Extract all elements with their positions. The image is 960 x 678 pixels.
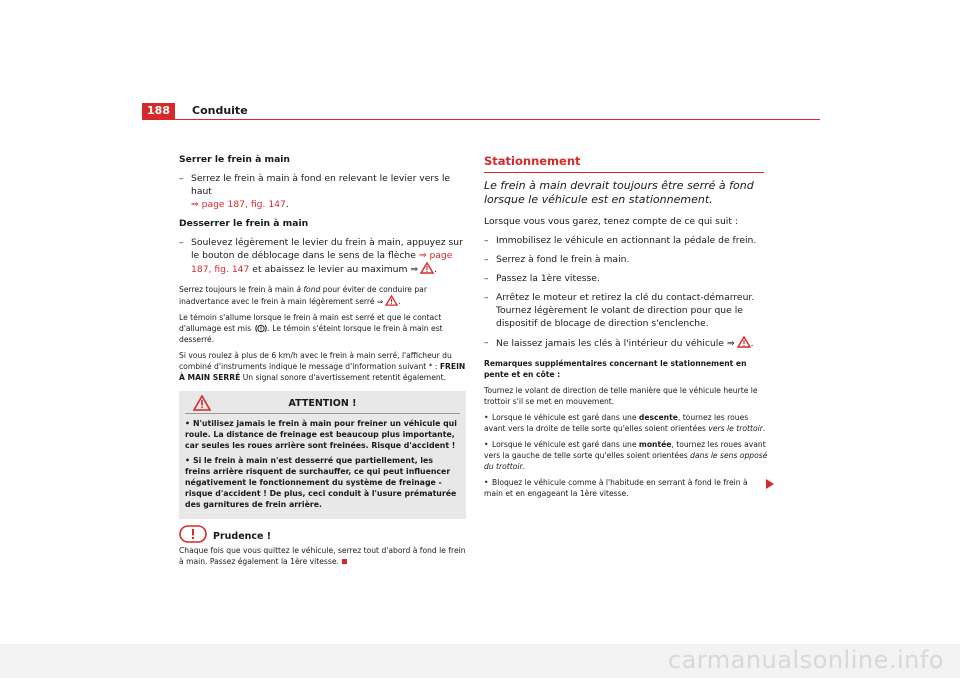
- warning-header: [185, 397, 460, 411]
- note-1-italic: à fond: [296, 285, 321, 294]
- watermark-text: carmanualsonline.info: [667, 646, 944, 674]
- serrer-step-text: Serrez le frein à main à fond en relevant le levier vers le haut: [191, 173, 451, 197]
- serrer-step: – Serrez le frein à main à fond en relevant le levier vers le haut ⇒ page 187, fig. 147.: [179, 173, 451, 210]
- descente-bold: descente: [638, 413, 678, 422]
- serrer-heading: Serrer le frein à main: [179, 154, 290, 165]
- left-column: [179, 153, 466, 572]
- bloquez-text: Bloquez le véhicule comme à l'habitude en serrant à fond le frein à main et en engageant la 1ère vitesse.: [484, 478, 748, 498]
- step-item: – Immobilisez le véhicule en actionnant la pédale de frein.: [484, 235, 757, 246]
- descente-italic: vers le trottoir: [708, 424, 763, 433]
- desserrer-step-text1: Soulevez légèrement le levier du frein à main, appuyez sur le bouton de déblocage dans le sens de la flèche: [191, 237, 463, 261]
- note-2-b: . Le témoin s'éteint lorsque le frein à main est desserré.: [179, 324, 443, 344]
- header-rule: [142, 119, 820, 120]
- warning-triangle-icon[interactable]: [737, 336, 751, 348]
- continue-arrow-icon: [765, 478, 775, 490]
- warning-box: [179, 391, 466, 519]
- page-header-title: Conduite: [192, 104, 248, 117]
- desserrer-heading: Desserrer le frein à main: [179, 218, 309, 229]
- right-column: [484, 155, 768, 504]
- note-3-b: Un signal sonore d'avertissement retentit également.: [242, 373, 447, 382]
- warning-item: • N'utilisez jamais le frein à main pour freiner un véhicule qui roule. La distance de freinage est beaucoup plus importante, car seules les roues arrière sont freinées. Risque d'accident !: [185, 419, 457, 450]
- page-number: 188: [142, 103, 175, 119]
- warning-item-text: Si le frein à main n'est desserré que partiellement, les freins arrière risquent de surchauffer, ce qui peut influencer négativement le fonctionnement du système de freinage - risque d'accident ! De plus, ceci conduit à l'usure prématurée des garnitures de frein arrière.: [185, 456, 457, 509]
- remarks-title: Remarques supplémentaires concernant le stationnement en pente et en côte :: [484, 359, 747, 379]
- remark-montee: • Lorsque le véhicule est garé dans une montée, tournez les roues avant vers la gauche de telle sorte qu'elles soient orientées dans le sens opposé du trottoir.: [484, 440, 768, 471]
- step-text: Ne laissez jamais les clés à l'intérieur du véhicule ⇒: [496, 338, 735, 349]
- montee-italic: dans le sens opposé du trottoir: [484, 451, 768, 471]
- prudence-title: Prudence !: [213, 531, 272, 542]
- section-rule: [484, 172, 764, 173]
- section-subtitle: Le frein à main devrait toujours être serré à fond lorsque le véhicule est en stationnement.: [484, 179, 754, 206]
- step-item: – Ne laissez jamais les clés à l'intérieur du véhicule ⇒ .: [484, 337, 754, 349]
- warning-item-text: N'utilisez jamais le frein à main pour freiner un véhicule qui roule. La distance de freinage est beaucoup plus importante, car seules les roues arrière sont freinées. Risque d'accident !: [185, 419, 457, 450]
- montee-bold: montée: [638, 440, 672, 449]
- step-text: Immobilisez le véhicule en actionnant la pédale de frein.: [496, 235, 757, 246]
- parking-brake-warning-lamp-icon: [255, 324, 267, 333]
- remark-descente: • Lorsque le véhicule est garé dans une descente, tournez les roues avant vers la droite de telle sorte qu'elles soient orientées vers le trottoir.: [484, 413, 766, 433]
- remarks-intro: Tournez le volant de direction de telle manière que le véhicule heurte le trottoir s'il se met en mouvement.: [484, 386, 758, 406]
- step-item: – Serrez à fond le frein à main.: [484, 254, 630, 265]
- caution-exclamation-icon: [179, 525, 207, 543]
- warning-triangle-icon: [193, 395, 211, 411]
- warning-divider: [185, 413, 460, 414]
- step-item: – Passez la 1ère vitesse.: [484, 273, 600, 284]
- prudence-text: [179, 545, 466, 567]
- montee-a: Lorsque le véhicule est garé dans une: [492, 440, 637, 449]
- warning-item: • Si le frein à main n'est desserré que partiellement, les freins arrière risquent de surchauffer, ce qui peut influencer négativement le fonctionnement du système de freinage - risque d'accident ! De plus, ceci conduit à l'usure prématurée des garnitures de frein arrière.: [185, 456, 457, 509]
- warning-title: ATTENTION !: [288, 398, 357, 409]
- step-text: Passez la 1ère vitesse.: [496, 273, 600, 284]
- descente-b: , tournez les roues avant vers la droite de telle sorte qu'elles soient orientées: [484, 413, 749, 433]
- step-item: – Arrêtez le moteur et retirez la clé du contact-démarreur. Tournez légèrement le volant de direction pour que le dispositif de blocage de direction s'enclenche.: [484, 292, 755, 329]
- prudence-text-body: Chaque fois que vous quittez le véhicule, serrez tout d'abord à fond le frein à main. Passez également la 1ère vitesse.: [179, 546, 466, 566]
- warning-triangle-icon[interactable]: [385, 295, 398, 306]
- section-title: Stationnement: [484, 154, 581, 168]
- desserrer-step: – Soulevez légèrement le levier du frein à main, appuyez sur le bouton de déblocage dans le sens de la flèche ⇒ page 187, fig. 147 et abaissez le levier au maximum ⇒ .: [179, 237, 463, 275]
- desserrer-step-link[interactable]: ⇒ page 187, fig. 147: [191, 250, 453, 275]
- prudence-header: [179, 525, 466, 543]
- desserrer-step-text2: et abaissez le levier au maximum ⇒: [252, 264, 419, 275]
- end-of-section-marker: [342, 559, 347, 564]
- intro-text: Lorsque vous vous garez, tenez compte de ce qui suit :: [484, 216, 738, 227]
- serrer-step-link[interactable]: ⇒ page 187, fig. 147: [191, 199, 286, 210]
- montee-b: , tournez les roues avant vers la gauche de telle sorte qu'elles soient orientées: [484, 440, 766, 460]
- footer-watermark: [0, 646, 960, 674]
- note-2: [179, 312, 466, 345]
- descente-a: Lorsque le véhicule est garé dans une: [492, 413, 637, 422]
- warning-triangle-icon[interactable]: [420, 262, 434, 274]
- note-3-a: Si vous roulez à plus de 6 km/h avec le frein à main serré, l'afficheur du combiné d'instruments indique le message d'information suivant * :: [179, 351, 452, 371]
- note-2-a: Le témoin s'allume lorsque le frein à main est serré et que le contact d'allumage est mis: [179, 313, 442, 333]
- note-1: Serrez toujours le frein à main à fond pour éviter de conduire par inadvertance avec le frein à main légèrement serré ⇒ .: [179, 285, 427, 306]
- step-text: Arrêtez le moteur et retirez la clé du contact-démarreur. Tournez légèrement le volant de direction pour que le dispositif de blocage de direction s'enclenche.: [496, 292, 755, 329]
- note-1-b: pour éviter de conduire par inadvertance avec le frein à main légèrement serré ⇒: [179, 285, 427, 306]
- note-3: [179, 350, 466, 383]
- note-3-bold: FREIN À MAIN SERRÉ: [179, 362, 466, 382]
- step-text: Serrez à fond le frein à main.: [496, 254, 630, 265]
- remark-bloquez: • Bloquez le véhicule comme à l'habitude en serrant à fond le frein à main et en engageant la 1ère vitesse.: [484, 478, 748, 498]
- note-1-a: Serrez toujours le frein à main: [179, 285, 294, 294]
